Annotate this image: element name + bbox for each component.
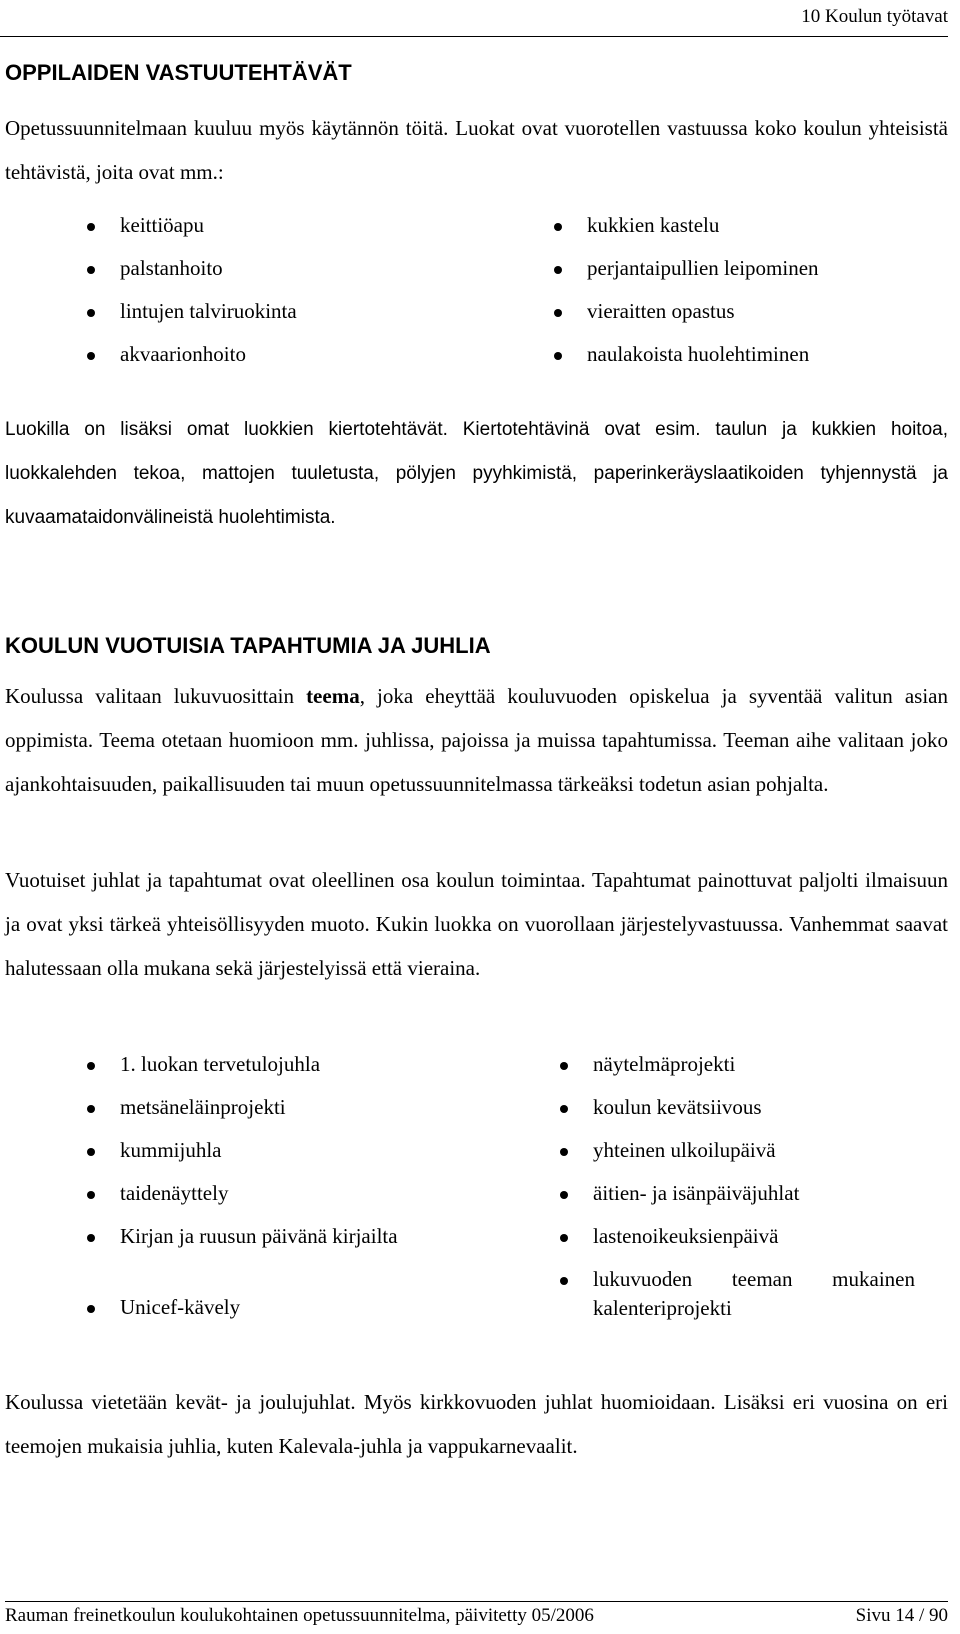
list-item: äitien- ja isänpäiväjuhlat [560,1179,920,1208]
bullet-icon [554,309,562,317]
list-item: keittiöapu [87,211,467,240]
duties-intro: Opetussuunnitelmaan kuuluu myös käytännön töitä. Luokat ovat vuorotellen vastuussa koko koulun yhteisistä tehtävistä, joita ovat mm.: [5,116,948,184]
bullet-icon [560,1277,568,1285]
list-item: kukkien kastelu [554,211,944,240]
list-item: näytelmäprojekti [560,1050,920,1079]
bullet-icon [560,1105,568,1113]
bullet-icon [87,1062,95,1070]
list-item: akvaarionhoito [87,340,467,369]
list-item: lintujen talviruokinta [87,297,467,326]
section-title-events [5,633,948,659]
bullet-icon [560,1191,568,1199]
list-item: koulun kevätsiivous [560,1093,920,1122]
bullet-icon [554,223,562,231]
bullet-icon [87,1234,95,1242]
list-item: 1. luokan tervetulojuhla [87,1050,447,1079]
bullet-icon [87,266,95,274]
list-item: taidenäyttely [87,1179,447,1208]
page-number: Sivu 14 / 90 [855,1605,948,1626]
bullet-icon [87,1305,95,1313]
heading: KOULUN VUOTUISIA TAPAHTUMIA JA JUHLIA [5,633,491,658]
chapter-title: 10 Koulun työtavat [801,6,948,27]
list-item: kummijuhla [87,1136,447,1165]
rotation-duties-paragraph: Luokilla on lisäksi omat luokkien kiertotehtävät. Kiertotehtävinä ovat esim. taulun ja kukkien hoitoa, luokkalehden tekoa, mattojen tuuletusta, pölyjen pyyhkimistä, paperinkeräyslaatikoiden tyhjennystä ja kuvaamataidonvälineistä huolehtimista. [5,419,948,528]
list-item: metsäneläinprojekti [87,1093,447,1122]
bullet-icon [87,352,95,360]
bullet-icon [560,1234,568,1242]
bullet-icon [87,223,95,231]
section-title-duties [5,60,948,86]
list-item: lukuvuoden teeman mukainen kalenteriprojekti [560,1265,920,1323]
bullet-icon [554,266,562,274]
list-item: yhteinen ulkoilupäivä [560,1136,920,1165]
running-footer [5,1601,948,1632]
list-item: vieraitten opastus [554,297,944,326]
bullet-icon [560,1062,568,1070]
theme-paragraph: Koulussa valitaan lukuvuosittain teema, joka eheyttää kouluvuoden opiskelua ja syventää valitun asian oppimista. Teema otetaan huomioon mm. juhlissa, pajoissa ja muissa tapahtumissa. Teeman aihe valitaan joko ajankohtaisuuden, paikallisuuden tai muun opetussuunnitelmassa tärkeäksi todetun asian pohjalta. [5,684,949,796]
bullet-icon [87,1191,95,1199]
document-title: Rauman freinetkoulun koulukohtainen opetussuunnitelma, päivitetty 05/2006 [5,1605,594,1626]
list-item: Unicef-kävely [87,1293,447,1322]
theme-keyword: teema [306,684,360,708]
events-paragraph: Vuotuiset juhlat ja tapahtumat ovat oleellinen osa koulun toimintaa. Tapahtumat painottuvat paljolti ilmaisuun ja ovat yksi tärkeä yhteisöllisyyden muoto. Kukin luokka on vuorollaan järjestelyvastuussa. Vanhemmat saavat halutessaan olla mukana sekä järjestelyissä että vieraina. [5,868,948,980]
running-header [0,0,948,37]
bullet-icon [560,1148,568,1156]
list-item: perjantaipullien leipominen [554,254,944,283]
list-item: Kirjan ja ruusun päivänä kirjailta [87,1222,447,1280]
bullet-icon [87,1105,95,1113]
list-item: palstanhoito [87,254,467,283]
list-item: naulakoista huolehtiminen [554,340,944,369]
heading: OPPILAIDEN VASTUUTEHTÄVÄT [5,60,352,85]
list-item: lastenoikeuksienpäivä [560,1222,920,1251]
celebrations-paragraph: Koulussa vietetään kevät- ja joulujuhlat. Myös kirkkovuoden juhlat huomioidaan. Lisäksi eri vuosina on eri teemojen mukaisia juhlia, kuten Kalevala-juhla ja vappukarnevaalit. [5,1390,948,1458]
bullet-icon [87,1148,95,1156]
bullet-icon [554,352,562,360]
bullet-icon [87,309,95,317]
